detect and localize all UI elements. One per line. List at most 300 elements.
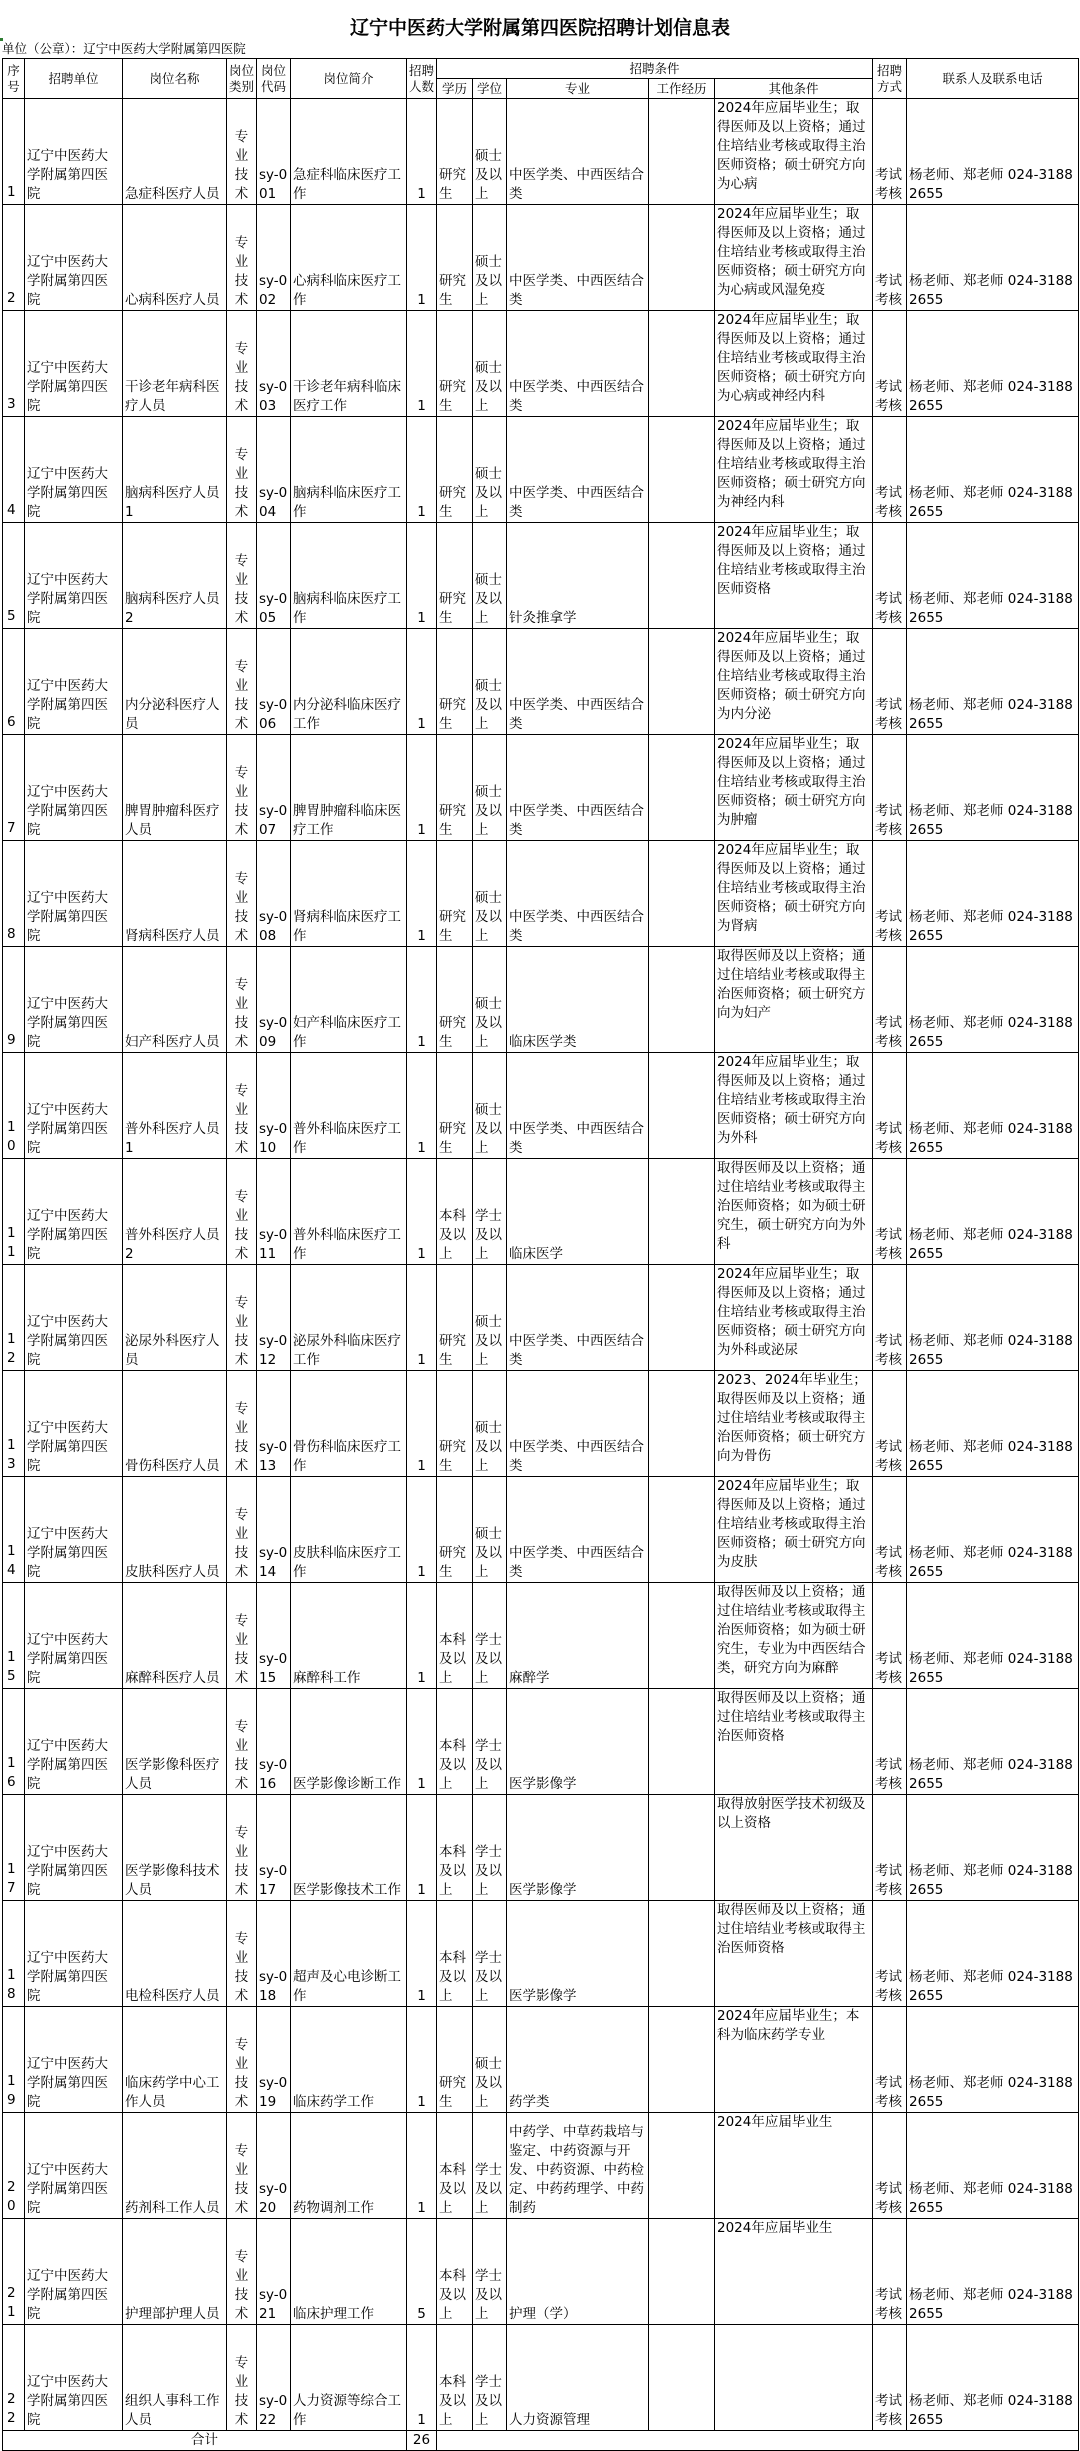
table-row — [3, 735, 1079, 841]
cell-experience — [649, 1477, 715, 1583]
cell-method: 考试考核 — [873, 1159, 907, 1265]
cell-major: 针灸推拿学 — [507, 523, 649, 629]
cell-major: 中医学类、中西医结合类 — [507, 417, 649, 523]
cell-post-intro: 临床药学工作 — [291, 2007, 407, 2113]
cell-post-name: 电检科医疗人员 — [123, 1901, 227, 2007]
cell-other: 取得医师及以上资格；通过住培结业考核或取得主治医师资格 — [715, 1901, 873, 2007]
cell-seq: 6 — [3, 629, 25, 735]
cell-post-intro: 内分泌科临床医疗工作 — [291, 629, 407, 735]
cell-contact: 杨老师、郑老师 024-31882655 — [907, 2007, 1079, 2113]
cell-post-name: 临床药学中心工作人员 — [123, 2007, 227, 2113]
cell-seq: 22 — [3, 2325, 25, 2431]
cell-experience — [649, 311, 715, 417]
cell-count: 1 — [407, 311, 437, 417]
cell-post-type: 专业技术 — [227, 311, 257, 417]
cell-contact: 杨老师、郑老师 024-31882655 — [907, 1795, 1079, 1901]
cell-count: 1 — [407, 1053, 437, 1159]
table-row — [3, 841, 1079, 947]
cell-seq: 4 — [3, 417, 25, 523]
cell-major: 中医学类、中西医结合类 — [507, 629, 649, 735]
cell-method: 考试考核 — [873, 99, 907, 205]
cell-education: 研究生 — [437, 417, 473, 523]
cell-experience — [649, 1053, 715, 1159]
cell-degree: 硕士及以上 — [473, 2007, 507, 2113]
cell-employer: 辽宁中医药大学附属第四医院 — [25, 2325, 123, 2431]
cell-employer: 辽宁中医药大学附属第四医院 — [25, 1053, 123, 1159]
header-seq: 序号 — [3, 59, 25, 99]
cell-post-intro: 干诊老年病科临床医疗工作 — [291, 311, 407, 417]
cell-education: 本科及以上 — [437, 2325, 473, 2431]
cell-experience — [649, 523, 715, 629]
cell-post-type: 专业技术 — [227, 1265, 257, 1371]
cell-employer: 辽宁中医药大学附属第四医院 — [25, 99, 123, 205]
cell-count: 1 — [407, 1159, 437, 1265]
cell-employer: 辽宁中医药大学附属第四医院 — [25, 311, 123, 417]
cell-method: 考试考核 — [873, 1265, 907, 1371]
cell-post-code: sy-004 — [257, 417, 291, 523]
cell-seq: 13 — [3, 1371, 25, 1477]
cell-education: 研究生 — [437, 1265, 473, 1371]
cell-method: 考试考核 — [873, 2113, 907, 2219]
cell-post-name: 肾病科医疗人员 — [123, 841, 227, 947]
cell-other: 2024年应届毕业生；取得医师及以上资格；通过住培结业考核或取得主治医师资格；硕士研究方向为外科 — [715, 1053, 873, 1159]
cell-other: 2023、2024年毕业生；取得医师及以上资格；通过住培结业考核或取得主治医师资格；硕士研究方向为骨伤 — [715, 1371, 873, 1477]
cell-contact: 杨老师、郑老师 024-31882655 — [907, 417, 1079, 523]
table-row — [3, 311, 1079, 417]
cell-other: 取得医师及以上资格；通过住培结业考核或取得主治医师资格 — [715, 1689, 873, 1795]
cell-contact: 杨老师、郑老师 024-31882655 — [907, 735, 1079, 841]
cell-other: 2024年应届毕业生；取得医师及以上资格；通过住培结业考核或取得主治医师资格；硕士研究方向为内分泌 — [715, 629, 873, 735]
cell-education: 本科及以上 — [437, 1583, 473, 1689]
cell-degree: 硕士及以上 — [473, 841, 507, 947]
cell-employer: 辽宁中医药大学附属第四医院 — [25, 2007, 123, 2113]
cell-education: 研究生 — [437, 1477, 473, 1583]
cell-post-name: 普外科医疗人员2 — [123, 1159, 227, 1265]
cell-other: 2024年应届毕业生；取得医师及以上资格；通过住培结业考核或取得主治医师资格；硕士研究方向为神经内科 — [715, 417, 873, 523]
cell-major: 中医学类、中西医结合类 — [507, 1265, 649, 1371]
cell-seq: 2 — [3, 205, 25, 311]
cell-post-name: 心病科医疗人员 — [123, 205, 227, 311]
cell-other: 2024年应届毕业生 — [715, 2219, 873, 2325]
cell-post-code: sy-006 — [257, 629, 291, 735]
cell-count: 1 — [407, 841, 437, 947]
cell-experience — [649, 205, 715, 311]
cell-count: 1 — [407, 1901, 437, 2007]
cell-contact: 杨老师、郑老师 024-31882655 — [907, 2219, 1079, 2325]
cell-count: 1 — [407, 1265, 437, 1371]
cell-post-type: 专业技术 — [227, 2219, 257, 2325]
cell-experience — [649, 1901, 715, 2007]
header-other: 其他条件 — [715, 79, 873, 99]
total-row — [3, 2431, 1079, 2451]
cell-degree: 硕士及以上 — [473, 1371, 507, 1477]
cell-major: 中医学类、中西医结合类 — [507, 205, 649, 311]
cell-post-name: 普外科医疗人员1 — [123, 1053, 227, 1159]
cell-seq: 10 — [3, 1053, 25, 1159]
cell-post-name: 组织人事科工作人员 — [123, 2325, 227, 2431]
cell-post-code: sy-010 — [257, 1053, 291, 1159]
cell-degree: 硕士及以上 — [473, 311, 507, 417]
table-row — [3, 2113, 1079, 2219]
cell-method: 考试考核 — [873, 417, 907, 523]
cell-degree: 学士及以上 — [473, 2325, 507, 2431]
cell-major: 护理（学） — [507, 2219, 649, 2325]
cell-other: 取得医师及以上资格；通过住培结业考核或取得主治医师资格；如为硕士研究生，硕士研究方向为外科 — [715, 1159, 873, 1265]
cell-other: 2024年应届毕业生；取得医师及以上资格；通过住培结业考核或取得主治医师资格；硕士研究方向为皮肤 — [715, 1477, 873, 1583]
cell-other: 2024年应届毕业生；取得医师及以上资格；通过住培结业考核或取得主治医师资格；硕士研究方向为心病 — [715, 99, 873, 205]
cell-major: 中医学类、中西医结合类 — [507, 311, 649, 417]
cell-education: 研究生 — [437, 1371, 473, 1477]
cell-post-intro: 脑病科临床医疗工作 — [291, 417, 407, 523]
cell-post-intro: 医学影像诊断工作 — [291, 1689, 407, 1795]
table-row — [3, 205, 1079, 311]
cell-education: 本科及以上 — [437, 1901, 473, 2007]
cell-employer: 辽宁中医药大学附属第四医院 — [25, 947, 123, 1053]
cell-other: 2024年应届毕业生；取得医师及以上资格；通过住培结业考核或取得主治医师资格；硕士研究方向为心病或风湿免疫 — [715, 205, 873, 311]
cell-employer: 辽宁中医药大学附属第四医院 — [25, 629, 123, 735]
cell-post-code: sy-017 — [257, 1795, 291, 1901]
cell-post-intro: 人力资源等综合工作 — [291, 2325, 407, 2431]
header-conditions: 招聘条件 — [437, 59, 873, 79]
cell-experience — [649, 629, 715, 735]
cell-count: 1 — [407, 1689, 437, 1795]
cell-method: 考试考核 — [873, 2219, 907, 2325]
cell-education: 本科及以上 — [437, 1159, 473, 1265]
cell-experience — [649, 1265, 715, 1371]
cell-post-name: 皮肤科医疗人员 — [123, 1477, 227, 1583]
table-row — [3, 523, 1079, 629]
cell-post-code: sy-022 — [257, 2325, 291, 2431]
table-row — [3, 1053, 1079, 1159]
cell-employer: 辽宁中医药大学附属第四医院 — [25, 2219, 123, 2325]
cell-contact: 杨老师、郑老师 024-31882655 — [907, 1159, 1079, 1265]
cell-count: 1 — [407, 947, 437, 1053]
cell-major: 医学影像学 — [507, 1795, 649, 1901]
cell-experience — [649, 417, 715, 523]
cell-post-type: 专业技术 — [227, 2007, 257, 2113]
cell-education: 研究生 — [437, 523, 473, 629]
cell-education: 研究生 — [437, 629, 473, 735]
cell-post-code: sy-013 — [257, 1371, 291, 1477]
cell-method: 考试考核 — [873, 1053, 907, 1159]
cell-seq: 11 — [3, 1159, 25, 1265]
cell-experience — [649, 1159, 715, 1265]
cell-major: 医学影像学 — [507, 1901, 649, 2007]
cell-post-intro: 心病科临床医疗工作 — [291, 205, 407, 311]
cell-degree: 硕士及以上 — [473, 205, 507, 311]
cell-contact: 杨老师、郑老师 024-31882655 — [907, 1053, 1079, 1159]
cell-post-code: sy-009 — [257, 947, 291, 1053]
cell-seq: 18 — [3, 1901, 25, 2007]
cell-post-name: 脑病科医疗人员2 — [123, 523, 227, 629]
cell-post-type: 专业技术 — [227, 629, 257, 735]
cell-employer: 辽宁中医药大学附属第四医院 — [25, 417, 123, 523]
cell-experience — [649, 947, 715, 1053]
cell-post-intro: 妇产科临床医疗工作 — [291, 947, 407, 1053]
cell-degree: 硕士及以上 — [473, 1053, 507, 1159]
cell-post-type: 专业技术 — [227, 1371, 257, 1477]
header-post-name: 岗位名称 — [123, 59, 227, 99]
cell-other: 2024年应届毕业生；本科为临床药学专业 — [715, 2007, 873, 2113]
cell-employer: 辽宁中医药大学附属第四医院 — [25, 841, 123, 947]
table-row — [3, 1795, 1079, 1901]
cell-contact: 杨老师、郑老师 024-31882655 — [907, 1689, 1079, 1795]
cell-post-name: 医学影像科技术人员 — [123, 1795, 227, 1901]
cell-employer: 辽宁中医药大学附属第四医院 — [25, 523, 123, 629]
cell-education: 研究生 — [437, 311, 473, 417]
cell-degree: 硕士及以上 — [473, 1477, 507, 1583]
cell-degree: 硕士及以上 — [473, 735, 507, 841]
cell-major: 中医学类、中西医结合类 — [507, 1053, 649, 1159]
cell-method: 考试考核 — [873, 947, 907, 1053]
total-blank — [437, 2431, 1079, 2451]
cell-experience — [649, 1795, 715, 1901]
cell-degree: 硕士及以上 — [473, 1265, 507, 1371]
cell-post-code: sy-018 — [257, 1901, 291, 2007]
cell-post-type: 专业技术 — [227, 417, 257, 523]
cell-education: 研究生 — [437, 2007, 473, 2113]
cell-post-code: sy-011 — [257, 1159, 291, 1265]
cell-count: 1 — [407, 2007, 437, 2113]
cell-other: 2024年应届毕业生；取得医师及以上资格；通过住培结业考核或取得主治医师资格；硕士研究方向为肿瘤 — [715, 735, 873, 841]
cell-post-type: 专业技术 — [227, 1795, 257, 1901]
cell-post-intro: 临床护理工作 — [291, 2219, 407, 2325]
cell-degree: 学士及以上 — [473, 1689, 507, 1795]
header-contact: 联系人及联系电话 — [907, 59, 1079, 99]
cell-education: 研究生 — [437, 205, 473, 311]
cell-post-code: sy-016 — [257, 1689, 291, 1795]
cell-post-type: 专业技术 — [227, 1583, 257, 1689]
header-post-code: 岗位代码 — [257, 59, 291, 99]
cell-post-name: 骨伤科医疗人员 — [123, 1371, 227, 1477]
cell-employer: 辽宁中医药大学附属第四医院 — [25, 1689, 123, 1795]
cell-count: 1 — [407, 523, 437, 629]
cell-count: 1 — [407, 1583, 437, 1689]
cell-post-name: 麻醉科医疗人员 — [123, 1583, 227, 1689]
table-row — [3, 1689, 1079, 1795]
cell-major: 中药学、中草药栽培与鉴定、中药资源与开发、中药资源、中药检定、中药药理学、中药制药 — [507, 2113, 649, 2219]
cell-other: 2024年应届毕业生；取得医师及以上资格；通过住培结业考核或取得主治医师资格；硕士研究方向为外科或泌尿 — [715, 1265, 873, 1371]
cell-post-name: 药剂科工作人员 — [123, 2113, 227, 2219]
cell-employer: 辽宁中医药大学附属第四医院 — [25, 1901, 123, 2007]
cell-post-intro: 普外科临床医疗工作 — [291, 1053, 407, 1159]
cell-seq: 12 — [3, 1265, 25, 1371]
cell-employer: 辽宁中医药大学附属第四医院 — [25, 1371, 123, 1477]
cell-experience — [649, 2113, 715, 2219]
cell-method: 考试考核 — [873, 1477, 907, 1583]
cell-post-code: sy-003 — [257, 311, 291, 417]
cell-contact: 杨老师、郑老师 024-31882655 — [907, 1477, 1079, 1583]
cell-seq: 9 — [3, 947, 25, 1053]
cell-method: 考试考核 — [873, 1689, 907, 1795]
cell-method: 考试考核 — [873, 841, 907, 947]
table-row — [3, 629, 1079, 735]
cell-other: 2024年应届毕业生；取得医师及以上资格；通过住培结业考核或取得主治医师资格；硕士研究方向为肾病 — [715, 841, 873, 947]
cell-post-name: 脾胃肿瘤科医疗人员 — [123, 735, 227, 841]
cell-count: 1 — [407, 99, 437, 205]
cell-method: 考试考核 — [873, 2007, 907, 2113]
total-label: 合计 — [3, 2431, 407, 2451]
cell-post-intro: 超声及心电诊断工作 — [291, 1901, 407, 2007]
cell-method: 考试考核 — [873, 629, 907, 735]
cell-post-code: sy-019 — [257, 2007, 291, 2113]
cell-post-type: 专业技术 — [227, 1901, 257, 2007]
table-row — [3, 1583, 1079, 1689]
cell-post-intro: 泌尿外科临床医疗工作 — [291, 1265, 407, 1371]
cell-post-type: 专业技术 — [227, 99, 257, 205]
cell-other: 2024年应届毕业生；取得医师及以上资格；通过住培结业考核或取得主治医师资格；硕士研究方向为心病或神经内科 — [715, 311, 873, 417]
header-post-intro: 岗位简介 — [291, 59, 407, 99]
cell-count: 1 — [407, 629, 437, 735]
cell-post-name: 护理部护理人员 — [123, 2219, 227, 2325]
cell-employer: 辽宁中医药大学附属第四医院 — [25, 735, 123, 841]
cell-contact: 杨老师、郑老师 024-31882655 — [907, 523, 1079, 629]
cell-method: 考试考核 — [873, 735, 907, 841]
cell-education: 本科及以上 — [437, 2113, 473, 2219]
cell-experience — [649, 1583, 715, 1689]
cell-count: 1 — [407, 417, 437, 523]
cell-method: 考试考核 — [873, 1795, 907, 1901]
cell-post-intro: 急症科临床医疗工作 — [291, 99, 407, 205]
cell-major: 中医学类、中西医结合类 — [507, 1371, 649, 1477]
cell-major: 医学影像学 — [507, 1689, 649, 1795]
cell-post-type: 专业技术 — [227, 523, 257, 629]
cell-post-name: 医学影像科医疗人员 — [123, 1689, 227, 1795]
cell-education: 研究生 — [437, 1053, 473, 1159]
cell-experience — [649, 841, 715, 947]
cell-major: 人力资源管理 — [507, 2325, 649, 2431]
cell-education: 本科及以上 — [437, 1795, 473, 1901]
cell-seq: 21 — [3, 2219, 25, 2325]
cell-degree: 硕士及以上 — [473, 947, 507, 1053]
cell-post-name: 干诊老年病科医疗人员 — [123, 311, 227, 417]
cell-post-type: 专业技术 — [227, 947, 257, 1053]
cell-post-intro: 普外科临床医疗工作 — [291, 1159, 407, 1265]
table-row — [3, 417, 1079, 523]
cell-experience — [649, 2007, 715, 2113]
cell-post-code: sy-001 — [257, 99, 291, 205]
cell-post-code: sy-005 — [257, 523, 291, 629]
cell-post-name: 妇产科医疗人员 — [123, 947, 227, 1053]
cell-post-intro: 药物调剂工作 — [291, 2113, 407, 2219]
cell-post-intro: 脑病科临床医疗工作 — [291, 523, 407, 629]
page-title: 辽宁中医药大学附属第四医院招聘计划信息表 — [349, 17, 730, 39]
header-method: 招聘方式 — [873, 59, 907, 99]
cell-method: 考试考核 — [873, 311, 907, 417]
cell-method: 考试考核 — [873, 2325, 907, 2431]
cell-method: 考试考核 — [873, 1583, 907, 1689]
cell-employer: 辽宁中医药大学附属第四医院 — [25, 1159, 123, 1265]
cell-degree: 学士及以上 — [473, 1795, 507, 1901]
cell-post-intro: 医学影像技术工作 — [291, 1795, 407, 1901]
cell-other — [715, 2325, 873, 2431]
cell-seq: 7 — [3, 735, 25, 841]
cell-post-intro: 皮肤科临床医疗工作 — [291, 1477, 407, 1583]
cell-count: 1 — [407, 735, 437, 841]
cell-major: 药学类 — [507, 2007, 649, 2113]
cell-post-code: sy-002 — [257, 205, 291, 311]
cell-contact: 杨老师、郑老师 024-31882655 — [907, 311, 1079, 417]
cell-employer: 辽宁中医药大学附属第四医院 — [25, 1265, 123, 1371]
cell-education: 研究生 — [437, 841, 473, 947]
cell-post-type: 专业技术 — [227, 1689, 257, 1795]
cell-degree: 学士及以上 — [473, 2219, 507, 2325]
unit-line: 单位（公章）：辽宁中医药大学附属第四医院 — [2, 41, 246, 56]
table-row — [3, 1159, 1079, 1265]
cell-method: 考试考核 — [873, 205, 907, 311]
cell-education: 研究生 — [437, 735, 473, 841]
cell-post-intro: 骨伤科临床医疗工作 — [291, 1371, 407, 1477]
cell-count: 1 — [407, 1371, 437, 1477]
cell-post-type: 专业技术 — [227, 205, 257, 311]
cell-contact: 杨老师、郑老师 024-31882655 — [907, 1265, 1079, 1371]
cell-post-name: 内分泌科医疗人员 — [123, 629, 227, 735]
cell-contact: 杨老师、郑老师 024-31882655 — [907, 2325, 1079, 2431]
cell-count: 1 — [407, 2325, 437, 2431]
cell-post-name: 脑病科医疗人员1 — [123, 417, 227, 523]
cell-post-code: sy-021 — [257, 2219, 291, 2325]
cell-seq: 17 — [3, 1795, 25, 1901]
cell-method: 考试考核 — [873, 523, 907, 629]
cell-contact: 杨老师、郑老师 024-31882655 — [907, 629, 1079, 735]
cell-employer: 辽宁中医药大学附属第四医院 — [25, 1795, 123, 1901]
cell-education: 本科及以上 — [437, 2219, 473, 2325]
cell-other: 取得医师及以上资格；通过住培结业考核或取得主治医师资格；硕士研究方向为妇产 — [715, 947, 873, 1053]
table-row — [3, 1477, 1079, 1583]
cell-method: 考试考核 — [873, 1901, 907, 2007]
cell-degree: 硕士及以上 — [473, 417, 507, 523]
cell-post-code: sy-012 — [257, 1265, 291, 1371]
cell-contact: 杨老师、郑老师 024-31882655 — [907, 2113, 1079, 2219]
cell-post-type: 专业技术 — [227, 2325, 257, 2431]
cell-major: 临床医学类 — [507, 947, 649, 1053]
cell-education: 本科及以上 — [437, 1689, 473, 1795]
cell-post-type: 专业技术 — [227, 1159, 257, 1265]
cell-seq: 20 — [3, 2113, 25, 2219]
cell-major: 中医学类、中西医结合类 — [507, 841, 649, 947]
cell-experience — [649, 1371, 715, 1477]
table-row — [3, 1371, 1079, 1477]
cell-degree: 学士及以上 — [473, 1583, 507, 1689]
cell-post-type: 专业技术 — [227, 735, 257, 841]
cell-other: 取得医师及以上资格；通过住培结业考核或取得主治医师资格；如为硕士研究生，专业为中西医结合类，研究方向为麻醉 — [715, 1583, 873, 1689]
header-post-type: 岗位类别 — [227, 59, 257, 99]
cell-degree: 硕士及以上 — [473, 523, 507, 629]
table-row — [3, 1901, 1079, 2007]
cell-seq: 19 — [3, 2007, 25, 2113]
cell-employer: 辽宁中医药大学附属第四医院 — [25, 1583, 123, 1689]
table-row — [3, 1265, 1079, 1371]
cell-seq: 5 — [3, 523, 25, 629]
cell-degree: 学士及以上 — [473, 1159, 507, 1265]
cell-seq: 16 — [3, 1689, 25, 1795]
table-row — [3, 947, 1079, 1053]
cell-post-code: sy-008 — [257, 841, 291, 947]
cell-count: 1 — [407, 1795, 437, 1901]
cell-major: 中医学类、中西医结合类 — [507, 735, 649, 841]
cell-experience — [649, 735, 715, 841]
cell-experience — [649, 2219, 715, 2325]
cell-count: 1 — [407, 2113, 437, 2219]
cell-post-name: 急症科医疗人员 — [123, 99, 227, 205]
cell-contact: 杨老师、郑老师 024-31882655 — [907, 99, 1079, 205]
cell-education: 研究生 — [437, 947, 473, 1053]
recruitment-table — [2, 58, 1079, 2451]
cell-contact: 杨老师、郑老师 024-31882655 — [907, 1371, 1079, 1477]
table-row — [3, 2325, 1079, 2431]
cell-post-intro: 麻醉科工作 — [291, 1583, 407, 1689]
cell-education: 研究生 — [437, 99, 473, 205]
